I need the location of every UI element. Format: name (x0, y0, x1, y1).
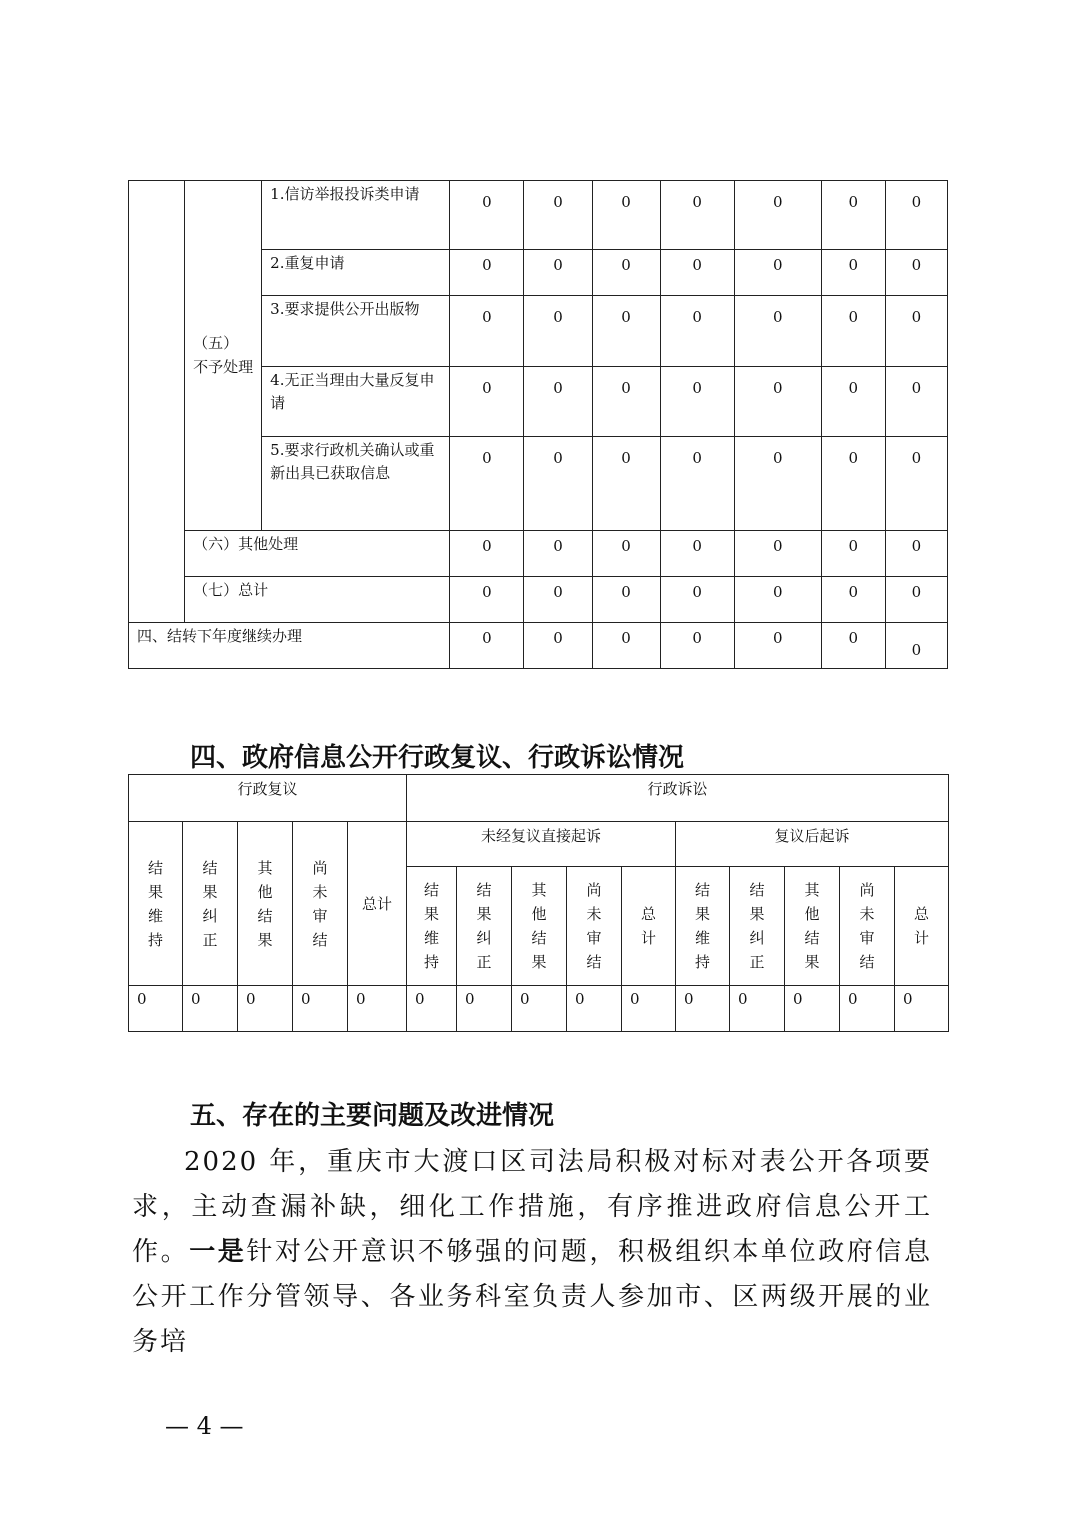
para-start: 2020 年，重庆市大渡口区司法局积极对标对表公开各项要求，主动查漏补缺，细化工作措施，有序推进政府信息公开工作。 (132, 1147, 932, 1267)
col-header: 结 果 纠 正 (730, 867, 785, 986)
cell-value: 0 (293, 986, 348, 1032)
cell-value: 0 (734, 181, 821, 250)
cell-value: 0 (524, 250, 592, 296)
cell-value: 0 (592, 623, 660, 669)
cell-value: 0 (660, 367, 734, 437)
row-label: （七）总计 (185, 577, 450, 623)
cell-value: 0 (660, 296, 734, 367)
col-header: 尚 未 审 结 (567, 867, 622, 986)
weijing-header: 未经复议直接起诉 (407, 822, 676, 867)
cell-value: 0 (734, 531, 821, 577)
cell-value: 0 (450, 181, 524, 250)
cell-value: 0 (450, 296, 524, 367)
cell-value: 0 (885, 250, 947, 296)
review-litigation-table (128, 774, 949, 1032)
cell-value: 0 (450, 577, 524, 623)
col-header: 总计 (348, 822, 407, 986)
cell-value: 0 (407, 986, 457, 1032)
cell-value: 0 (238, 986, 293, 1032)
cell-value: 0 (885, 181, 947, 250)
disposal-table (128, 180, 948, 669)
susong-header: 行政诉讼 (407, 775, 949, 822)
col-header: 结 果 纠 正 (457, 867, 512, 986)
cell-value: 0 (885, 577, 947, 623)
cell-value: 0 (524, 437, 592, 531)
col-header: 总 计 (895, 867, 949, 986)
cell-value: 0 (450, 437, 524, 531)
cell-value: 0 (450, 623, 524, 669)
cell-value: 0 (676, 986, 730, 1032)
row-label: 3.要求提供公开出版物 (262, 296, 450, 367)
cell-value: 0 (785, 986, 840, 1032)
cell-value: 0 (450, 531, 524, 577)
cell-value: 0 (895, 986, 949, 1032)
cell-value: 0 (885, 437, 947, 531)
cell-value: 0 (592, 577, 660, 623)
cell-value: 0 (129, 986, 183, 1032)
cell-value: 0 (524, 623, 592, 669)
cell-value: 0 (885, 367, 947, 437)
table-row (129, 577, 948, 623)
section4-title: 四、政府信息公开行政复议、行政诉讼情况 (190, 743, 685, 773)
col-header: 尚 未 审 结 (840, 867, 895, 986)
cell-value: 0 (183, 986, 238, 1032)
cell-value: 0 (660, 577, 734, 623)
row-label: 4.无正当理由大量反复申请 (262, 367, 450, 437)
cell-value: 0 (821, 296, 885, 367)
col-header: 其 他 结 果 (785, 867, 840, 986)
table-row (129, 623, 948, 669)
cell-value: 0 (592, 250, 660, 296)
col-header: 总 计 (622, 867, 676, 986)
cell-value: 0 (734, 367, 821, 437)
cell-value: 0 (821, 531, 885, 577)
row-label: 5.要求行政机关确认或重新出具已获取信息 (262, 437, 450, 531)
page-number: — 4 — (165, 1412, 244, 1440)
cell-value: 0 (450, 250, 524, 296)
cell-value: 0 (592, 367, 660, 437)
cell-value: 0 (821, 250, 885, 296)
cell-value: 0 (821, 623, 885, 669)
cell-value: 0 (734, 250, 821, 296)
cell-value: 0 (885, 296, 947, 367)
para-rest: 针对公开意识不够强的问题，积极组织本单位政府信息公开工作分管领导、各业务科室负责人参加市、区两级开展的业务培 (132, 1237, 932, 1357)
cell-value: 0 (660, 437, 734, 531)
cell-value: 0 (885, 623, 947, 669)
col-header: 尚 未 审 结 (293, 822, 348, 986)
cell-value: 0 (592, 181, 660, 250)
section5-title: 五、存在的主要问题及改进情况 (190, 1101, 555, 1131)
col-header: 结 果 纠 正 (183, 822, 238, 986)
cell-value: 0 (348, 986, 407, 1032)
row-label: 1.信访举报投诉类申请 (262, 181, 450, 250)
col-header: 结 果 维 持 (129, 822, 183, 986)
cell-value: 0 (821, 577, 885, 623)
cell-value: 0 (512, 986, 567, 1032)
cell-value: 0 (592, 296, 660, 367)
cell-value: 0 (524, 577, 592, 623)
row-label: 四、结转下年度继续办理 (129, 623, 450, 669)
cell-value: 0 (730, 986, 785, 1032)
cell-value: 0 (592, 531, 660, 577)
cell-value: 0 (840, 986, 895, 1032)
table-row (129, 531, 948, 577)
row-label: 2.重复申请 (262, 250, 450, 296)
cell-value: 0 (592, 437, 660, 531)
col-header: 其 他 结 果 (238, 822, 293, 986)
group-label-wuyu: （五） 不予处理 (185, 181, 262, 531)
table-row (129, 181, 948, 250)
cell-value: 0 (821, 437, 885, 531)
bold-lead: 一是 (189, 1237, 247, 1267)
cell-value: 0 (660, 181, 734, 250)
col-header: 其 他 结 果 (512, 867, 567, 986)
cell-value: 0 (821, 367, 885, 437)
cell-value: 0 (660, 531, 734, 577)
cell-value: 0 (885, 531, 947, 577)
cell-value: 0 (450, 367, 524, 437)
col-header: 结 果 维 持 (407, 867, 457, 986)
cell-value: 0 (524, 296, 592, 367)
cell-value: 0 (524, 181, 592, 250)
cell-value: 0 (734, 577, 821, 623)
section5-paragraph (132, 1140, 932, 1365)
cell-value: 0 (734, 623, 821, 669)
cell-value: 0 (622, 986, 676, 1032)
fuyihou-header: 复议后起诉 (676, 822, 949, 867)
cell-value: 0 (734, 296, 821, 367)
cell-value: 0 (457, 986, 512, 1032)
row-group-blank (129, 181, 185, 623)
cell-value: 0 (567, 986, 622, 1032)
fuyi-header: 行政复议 (129, 775, 407, 822)
cell-value: 0 (524, 367, 592, 437)
row-label: （六）其他处理 (185, 531, 450, 577)
cell-value: 0 (734, 437, 821, 531)
cell-value: 0 (660, 250, 734, 296)
cell-value: 0 (821, 181, 885, 250)
cell-value: 0 (660, 623, 734, 669)
col-header: 结 果 维 持 (676, 867, 730, 986)
cell-value: 0 (524, 531, 592, 577)
